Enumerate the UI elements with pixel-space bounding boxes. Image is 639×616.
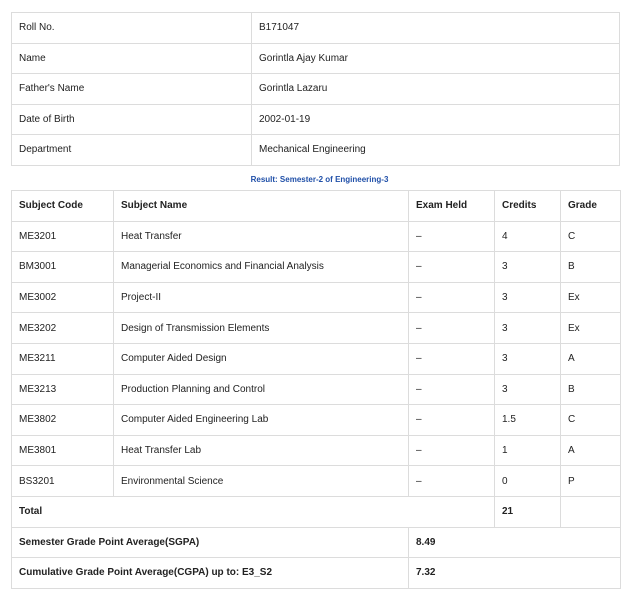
info-row-date-of-birth [12, 104, 620, 135]
subject-name-cell: Heat Transfer [114, 221, 409, 252]
info-label: Date of Birth [12, 104, 252, 135]
subject-code-cell: ME3201 [12, 221, 114, 252]
info-label: Roll No. [12, 13, 252, 44]
grade-cell: Ex [561, 313, 621, 344]
sgpa-value: 8.49 [409, 527, 621, 558]
subject-code-cell: ME3213 [12, 374, 114, 405]
info-value: Gorintla Lazaru [252, 74, 620, 105]
total-credits: 21 [495, 496, 561, 527]
subject-code-cell: BM3001 [12, 252, 114, 283]
credits-cell: 3 [495, 343, 561, 374]
table-row [12, 374, 621, 405]
subject-name-cell: Design of Transmission Elements [114, 313, 409, 344]
grades-table [11, 190, 621, 589]
subject-name-cell: Environmental Science [114, 466, 409, 497]
subject-name-cell: Project-II [114, 282, 409, 313]
exam-held-cell: – [409, 405, 495, 436]
subject-name-cell: Heat Transfer Lab [114, 435, 409, 466]
grade-cell: C [561, 221, 621, 252]
grade-cell: Ex [561, 282, 621, 313]
grades-header-row [12, 191, 621, 222]
info-row-name [12, 43, 620, 74]
sgpa-label: Semester Grade Point Average(SGPA) [12, 527, 409, 558]
total-label: Total [12, 496, 495, 527]
grade-cell: A [561, 343, 621, 374]
cgpa-row [12, 558, 621, 589]
exam-held-cell: – [409, 282, 495, 313]
header-exam-held: Exam Held [409, 191, 495, 222]
info-row-department [12, 135, 620, 166]
exam-held-cell: – [409, 374, 495, 405]
grade-cell: C [561, 405, 621, 436]
subject-code-cell: ME3202 [12, 313, 114, 344]
header-subject-name: Subject Name [114, 191, 409, 222]
result-heading: Result: Semester-2 of Engineering-3 [250, 175, 389, 184]
exam-held-cell: – [409, 435, 495, 466]
info-value: Gorintla Ajay Kumar [252, 43, 620, 74]
header-credits: Credits [495, 191, 561, 222]
subject-code-cell: ME3002 [12, 282, 114, 313]
subject-name-cell: Computer Aided Engineering Lab [114, 405, 409, 436]
credits-cell: 3 [495, 282, 561, 313]
subject-name-cell: Computer Aided Design [114, 343, 409, 374]
table-row [12, 435, 621, 466]
sgpa-row [12, 527, 621, 558]
credits-cell: 3 [495, 252, 561, 283]
info-label: Name [12, 43, 252, 74]
credits-cell: 1 [495, 435, 561, 466]
exam-held-cell: – [409, 343, 495, 374]
grade-cell: A [561, 435, 621, 466]
subject-code-cell: ME3801 [12, 435, 114, 466]
exam-held-cell: – [409, 221, 495, 252]
exam-held-cell: – [409, 313, 495, 344]
total-row [12, 496, 621, 527]
credits-cell: 4 [495, 221, 561, 252]
subject-name-cell: Production Planning and Control [114, 374, 409, 405]
credits-cell: 3 [495, 374, 561, 405]
student-info-table [11, 12, 620, 166]
table-row [12, 313, 621, 344]
info-value: 2002-01-19 [252, 104, 620, 135]
table-row [12, 221, 621, 252]
subject-name-cell: Managerial Economics and Financial Analysis [114, 252, 409, 283]
grade-cell: B [561, 374, 621, 405]
subject-code-cell: BS3201 [12, 466, 114, 497]
exam-held-cell: – [409, 252, 495, 283]
table-row [12, 405, 621, 436]
credits-cell: 1.5 [495, 405, 561, 436]
grade-cell: P [561, 466, 621, 497]
header-subject-code: Subject Code [12, 191, 114, 222]
table-row [12, 466, 621, 497]
table-row [12, 282, 621, 313]
info-row-fathers-name [12, 74, 620, 105]
subject-code-cell: ME3802 [12, 405, 114, 436]
credits-cell: 0 [495, 466, 561, 497]
cgpa-label: Cumulative Grade Point Average(CGPA) up to: E3_S2 [12, 558, 409, 589]
grade-cell: B [561, 252, 621, 283]
info-value: B171047 [252, 13, 620, 44]
total-grade-empty [561, 496, 621, 527]
cgpa-value: 7.32 [409, 558, 621, 589]
table-row [12, 343, 621, 374]
credits-cell: 3 [495, 313, 561, 344]
subject-code-cell: ME3211 [12, 343, 114, 374]
info-value: Mechanical Engineering [252, 135, 620, 166]
exam-held-cell: – [409, 466, 495, 497]
table-row [12, 252, 621, 283]
info-row-roll-no [12, 13, 620, 44]
info-label: Father's Name [12, 74, 252, 105]
header-grade: Grade [561, 191, 621, 222]
info-label: Department [12, 135, 252, 166]
